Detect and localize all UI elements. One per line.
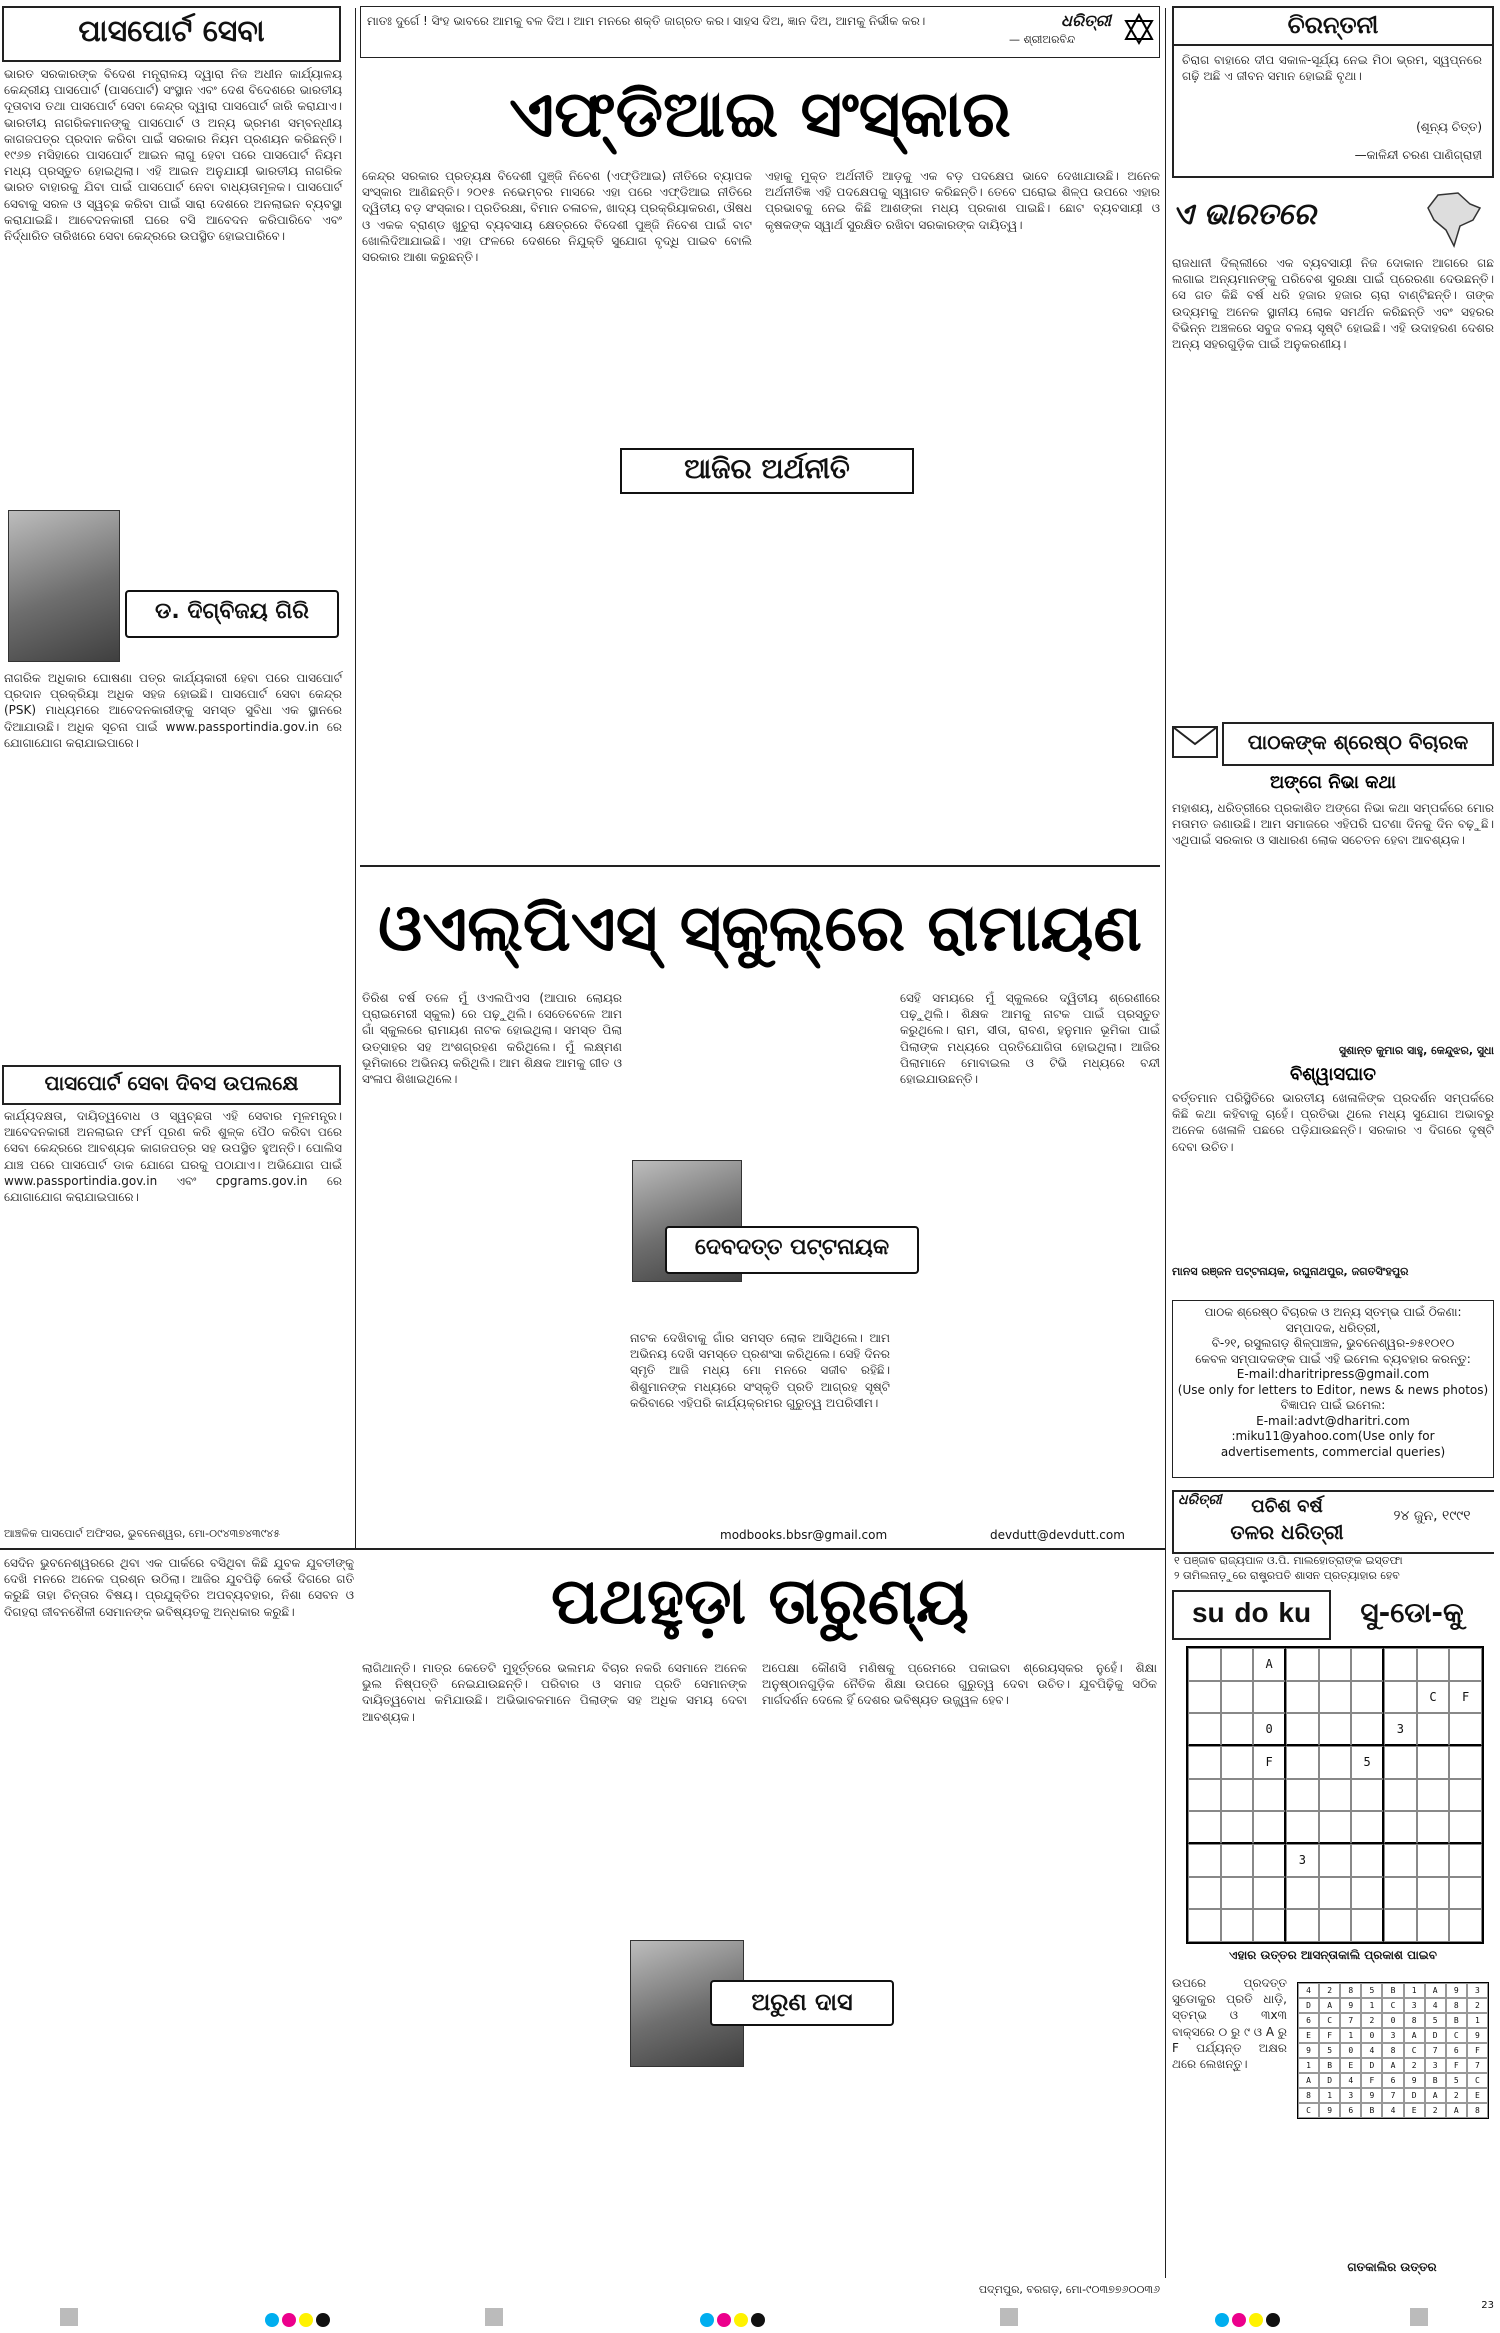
sudoku-cell[interactable] bbox=[1417, 1779, 1450, 1812]
sudoku-cell[interactable] bbox=[1384, 1681, 1417, 1714]
author-photo bbox=[8, 510, 120, 662]
sudoku-cell[interactable] bbox=[1351, 1779, 1384, 1812]
solution-cell: A bbox=[1425, 2088, 1446, 2103]
sudoku-grid[interactable] bbox=[1186, 1646, 1484, 1944]
footer-gray-block bbox=[60, 2308, 78, 2326]
solution-cell: 4 bbox=[1298, 1983, 1319, 1998]
sudoku-cell[interactable]: F bbox=[1449, 1681, 1482, 1714]
solution-cell: 7 bbox=[1467, 2058, 1488, 2073]
contact-line1: ପାଠକ ଶ୍ରେଷ୍ଠ ବିଚାରକ ଓ ଅନ୍ୟ ସ୍ତମ୍ଭ ପାଇଁ ଠିକଣା: bbox=[1204, 1305, 1462, 1319]
contact-line3: ବି-୨୧, ରସୁଲଗଡ଼ ଶିଳ୍ପାଞ୍ଚଳ, ଭୁବନେଶ୍ୱର-୭୫୧୦୧୦ bbox=[1211, 1336, 1455, 1350]
solution-cell: F bbox=[1467, 2043, 1488, 2058]
sudoku-cell[interactable] bbox=[1221, 1681, 1254, 1714]
sudoku-cell[interactable] bbox=[1319, 1877, 1352, 1910]
ebharat-body: ରାଜଧାନୀ ଦିଲ୍ଲୀରେ ଏକ ବ୍ୟବସାୟୀ ନିଜ ଦୋକାନ ଆଗରେ ଗଛ ଲଗାଇ ଅନ୍ୟମାନଙ୍କୁ ପରିବେଶ ସୁରକ୍ଷା ପାଇଁ ପ୍ରେରଣା ଦେଉଛନ୍ତି। ସେ ଗତ କିଛି ବର୍ଷ ଧରି ହଜାର ହଜାର ଚାରା ବାଣ୍ଟିଛନ୍ତି। ତାଙ୍କ ଉଦ୍ୟମକୁ ଅନେକ ସ୍ଥାନୀୟ ଲୋକ ସମର୍ଥନ କରିଛନ୍ତି ଏବଂ ସହରର ବିଭିନ୍ନ ଅଞ୍ଚଳରେ ସବୁଜ ବଳୟ ସୃଷ୍ଟି ହୋଇଛି। ଏହି ଉଦାହରଣ ଦେଶର ଅନ୍ୟ ସହରଗୁଡ଼ିକ ପାଇଁ ଅନୁକରଣୀୟ। bbox=[1172, 256, 1494, 352]
solution-cell: 7 bbox=[1340, 2013, 1361, 2028]
solution-cell: 9 bbox=[1404, 2073, 1425, 2088]
sudoku-cell[interactable] bbox=[1319, 1844, 1352, 1877]
footer-gray-block bbox=[1410, 2308, 1428, 2326]
contact-line4: କେବଳ ସମ୍ପାଦକଙ୍କ ପାଇଁ ଏହି ଇମେଲ ବ୍ୟବହାର କରନ୍ତୁ: bbox=[1195, 1351, 1471, 1366]
left-column bbox=[0, 0, 350, 1545]
sudoku-section bbox=[1172, 1590, 1494, 2280]
solution-cell: 9 bbox=[1319, 2103, 1340, 2118]
solution-cell: 5 bbox=[1319, 2043, 1340, 2058]
solution-cell: 8 bbox=[1446, 1998, 1467, 2013]
solution-cell: A bbox=[1382, 2058, 1403, 2073]
sudoku-cell[interactable] bbox=[1417, 1746, 1450, 1779]
sudoku-cell[interactable] bbox=[1319, 1909, 1352, 1942]
solution-cell: D bbox=[1425, 2028, 1446, 2043]
sudoku-cell[interactable] bbox=[1319, 1779, 1352, 1812]
solution-cell: 8 bbox=[1382, 2043, 1403, 2058]
left-body-bottom: ନାଗରିକ ଅଧିକାର ଘୋଷଣା ପତ୍ର କାର୍ଯ୍ୟକାରୀ ହେବା ପରେ ପାସପୋର୍ଟ ପ୍ରଦାନ ପ୍ରକ୍ରିୟା ଅଧିକ ସହଜ ହୋଇଛି। ପାସପୋର୍ଟ ସେବା କେନ୍ଦ୍ର (PSK) ମାଧ୍ୟମରେ ଆବେଦନକାରୀଙ୍କୁ ସମସ୍ତ ସୁବିଧା ଏକ ସ୍ଥାନରେ ଦିଆଯାଉଛି। ଅଧିକ ସୂଚନା ପାଇଁ www.passportindia.gov.in ରେ ଯୋଗାଯୋଗ କରାଯାଇପାରେ। bbox=[4, 671, 342, 750]
sudoku-cell[interactable] bbox=[1384, 1811, 1417, 1844]
contact-email1-note: (Use only for letters to Editor, news & news photos) bbox=[1177, 1382, 1489, 1397]
solution-cell: 4 bbox=[1361, 2043, 1382, 2058]
solution-cell: 0 bbox=[1382, 2013, 1403, 2028]
sudoku-cell[interactable] bbox=[1253, 1877, 1286, 1910]
sudoku-cell[interactable] bbox=[1319, 1713, 1352, 1746]
sudoku-title-or: ସୁ-ଡୋ-କୁ bbox=[1360, 1596, 1464, 1629]
sudoku-cell[interactable] bbox=[1253, 1681, 1286, 1714]
solution-cell: 8 bbox=[1404, 2013, 1425, 2028]
youth-credit: ପଦ୍ମପୁର, ବରଗଡ଼, ମୋ-୯୦୩୭୭୬୦୦୩୬ bbox=[978, 2283, 1160, 2296]
ramayan-author-name: ଦେବଦତ୍ତ ପଟ୍ଟନାୟକ bbox=[665, 1226, 919, 1274]
masthead-quote-author: — ଶ୍ରୀଅରବିନ୍ଦ bbox=[1009, 33, 1076, 46]
sudoku-cell[interactable] bbox=[1188, 1811, 1221, 1844]
chirantani-box bbox=[1172, 6, 1494, 178]
contact-email2: E-mail:advt@dharitri.com bbox=[1256, 1413, 1410, 1428]
solution-cell: A bbox=[1319, 1998, 1340, 2013]
sudoku-cell[interactable] bbox=[1449, 1844, 1482, 1877]
sudoku-footnote: ଏହାର ଉତ୍ତର ଆସନ୍ତାକାଲି ପ୍ରକାଶ ପାଇବ bbox=[1229, 1948, 1437, 1962]
solution-cell: 2 bbox=[1467, 1998, 1488, 2013]
solution-cell: 6 bbox=[1382, 2073, 1403, 2088]
sudoku-cell[interactable] bbox=[1188, 1746, 1221, 1779]
sudoku-cell[interactable]: 3 bbox=[1286, 1844, 1319, 1877]
youth-col2: ଲାଗିଥାନ୍ତି। ମାତ୍ର କେତେଟି ମୁହୂର୍ତ୍ତରେ ଭଲମନ୍ଦ ବିଚାର ନକରି ସେମାନେ ଅନେକ ଭୁଲ ନିଷ୍ପତ୍ତି ନେଇଯାଉଛନ୍ତି। ପରିବାର ଓ ସମାଜ ପ୍ରତି ସେମାନଙ୍କ ଦାୟିତ୍ୱବୋଧ କମିଯାଉଛି। ଅଭିଭାବକମାନେ ପିଲାଙ୍କ ସହ ଅଧିକ ସମୟ ଦେବା ଆବଶ୍ୟକ। bbox=[362, 1661, 747, 1724]
footer-strip bbox=[0, 2300, 1500, 2333]
sudoku-cell[interactable] bbox=[1449, 1811, 1482, 1844]
solution-cell: 1 bbox=[1404, 1983, 1425, 1998]
left-subtitle: ପାସପୋର୍ଟ ସେବା ଦିବସ ଉପଲକ୍ଷେ bbox=[2, 1065, 341, 1105]
solution-cell: 3 bbox=[1382, 2028, 1403, 2043]
anniversary-box bbox=[1172, 1490, 1494, 1585]
sudoku-cell[interactable]: C bbox=[1417, 1681, 1450, 1714]
star-emblem-icon bbox=[1123, 13, 1155, 45]
solution-cell: 8 bbox=[1298, 2088, 1319, 2103]
sudoku-cell[interactable] bbox=[1286, 1877, 1319, 1910]
sudoku-cell[interactable] bbox=[1384, 1648, 1417, 1681]
solution-cell: C bbox=[1446, 2028, 1467, 2043]
footer-gray-block bbox=[1000, 2308, 1018, 2326]
solution-cell: C bbox=[1382, 1998, 1403, 2013]
sudoku-cell[interactable] bbox=[1286, 1713, 1319, 1746]
sudoku-cell[interactable] bbox=[1286, 1779, 1319, 1812]
solution-cell: F bbox=[1361, 2073, 1382, 2088]
sudoku-cell[interactable] bbox=[1417, 1713, 1450, 1746]
anniversary-item1: ୧ ପଞ୍ଜାବ ରାଜ୍ୟପାଳ ଓ.ପି. ମାଲହୋତ୍ରାଙ୍କ ଇସ୍ତଫା bbox=[1174, 1554, 1403, 1567]
sudoku-solution-grid bbox=[1297, 1982, 1489, 2119]
anniversary-title2: ତଳର ଧରିତ୍ରୀ bbox=[1230, 1520, 1344, 1544]
solution-cell: A bbox=[1425, 1983, 1446, 1998]
sudoku-cell[interactable]: 5 bbox=[1351, 1746, 1384, 1779]
masthead-strip bbox=[360, 6, 1160, 58]
solution-cell: 5 bbox=[1446, 2073, 1467, 2088]
solution-cell: 5 bbox=[1361, 1983, 1382, 1998]
letters-subtitle2: ବିଶ୍ୱାସଘାତ bbox=[1290, 1064, 1376, 1085]
sudoku-answer-label: ଗତକାଲିର ଉତ୍ତର bbox=[1347, 2260, 1437, 2274]
page-number: 23 bbox=[1481, 2300, 1494, 2311]
solution-cell: 8 bbox=[1467, 2103, 1488, 2118]
sudoku-cell[interactable] bbox=[1417, 1909, 1450, 1942]
solution-cell: 0 bbox=[1361, 2028, 1382, 2043]
solution-cell: 1 bbox=[1467, 2013, 1488, 2028]
sudoku-instructions: ଉପରେ ପ୍ରଦତ୍ତ ସୁଡୋକୁର ପ୍ରତି ଧାଡ଼ି, ସ୍ତମ୍ଭ ଓ ୩x୩ ବାକ୍ସରେ ୦ ରୁ ୯ ଓ A ରୁ F ପର୍ଯ୍ୟନ୍ତ ଅକ୍ଷର ଥରେ ଲେଖନ୍ତୁ। bbox=[1172, 1976, 1287, 2072]
sudoku-cell[interactable] bbox=[1449, 1648, 1482, 1681]
solution-cell: E bbox=[1404, 2103, 1425, 2118]
solution-cell: B bbox=[1382, 1983, 1403, 1998]
sudoku-cell[interactable] bbox=[1417, 1877, 1450, 1910]
solution-cell: 2 bbox=[1446, 2088, 1467, 2103]
solution-cell: C bbox=[1404, 2043, 1425, 2058]
left-author-name: ଡ. ଦିଗ୍ବିଜୟ ଗିରି bbox=[125, 590, 339, 638]
sudoku-cell[interactable] bbox=[1449, 1746, 1482, 1779]
solution-cell: 9 bbox=[1340, 1998, 1361, 2013]
sudoku-cell[interactable] bbox=[1384, 1779, 1417, 1812]
sudoku-cell[interactable] bbox=[1286, 1909, 1319, 1942]
solution-cell: B bbox=[1425, 2073, 1446, 2088]
sudoku-cell[interactable] bbox=[1188, 1681, 1221, 1714]
sudoku-cell[interactable] bbox=[1253, 1844, 1286, 1877]
solution-cell: 9 bbox=[1361, 2088, 1382, 2103]
solution-cell: 7 bbox=[1425, 2043, 1446, 2058]
solution-cell: 5 bbox=[1425, 2013, 1446, 2028]
solution-cell: 9 bbox=[1298, 2043, 1319, 2058]
ramayan-col2: ନାଟକ ଦେଖିବାକୁ ଗାଁର ସମସ୍ତ ଲୋକ ଆସିଥିଲେ। ଆମ ଅଭିନୟ ଦେଖି ସମସ୍ତେ ପ୍ରଶଂସା କରିଥିଲେ। ସେହି ଦିନର ସ୍ମୃତି ଆଜି ମଧ୍ୟ ମୋ ମନରେ ସଜୀବ ରହିଛି। ଶିଶୁମାନଙ୍କ ମଧ୍ୟରେ ସଂସ୍କୃତି ପ୍ରତି ଆଗ୍ରହ ସୃଷ୍ଟି କରିବାରେ ଏହିପରି କାର୍ଯ୍ୟକ୍ରମର ଗୁରୁତ୍ୱ ଅପରିସୀମ। bbox=[630, 1331, 890, 1410]
contact-email3: :miku11@yahoo.com(Use only for bbox=[1231, 1429, 1435, 1443]
solution-cell: 8 bbox=[1340, 1983, 1361, 1998]
solution-cell: 9 bbox=[1446, 1983, 1467, 1998]
solution-cell: E bbox=[1340, 2058, 1361, 2073]
sudoku-cell[interactable] bbox=[1221, 1746, 1254, 1779]
letters-subtitle1: ଅଙ୍ଗେ ନିଭା କଥା bbox=[1269, 772, 1397, 793]
solution-cell: 1 bbox=[1340, 2028, 1361, 2043]
solution-cell: 4 bbox=[1425, 1998, 1446, 2013]
solution-cell: 2 bbox=[1425, 2103, 1446, 2118]
footer-gray-block bbox=[485, 2308, 503, 2326]
letters-body1: ମହାଶୟ, ଧରିତ୍ରୀରେ ପ୍ରକାଶିତ ଅଙ୍ଗେ ନିଭା କଥା ସମ୍ପର୍କରେ ମୋର ମତାମତ ଜଣାଉଛି। ଆମ ସମାଜରେ ଏହିପରି ଘଟଣା ଦିନକୁ ଦିନ ବଢ଼ୁଛି। ଏଥିପାଇଁ ସରକାର ଓ ସାଧାରଣ ଲୋକ ସଚେତନ ହେବା ଆବଶ୍ୟକ। bbox=[1172, 801, 1494, 848]
solution-cell: C bbox=[1319, 2013, 1340, 2028]
sudoku-cell[interactable] bbox=[1351, 1909, 1384, 1942]
chirantani-poem: ଚିରାଗ ବାହାରେ ଦୀପ ସକାଳ-ସୂର୍ଯ୍ୟ ନେଇ ମିଠା ଭ୍ରମ, ସ୍ୱପ୍ନରେ ଗଢ଼ି ଅଛି ଏ ଜୀବନ ସମାନ ହୋଇଛି ବୃଥା। bbox=[1182, 53, 1482, 84]
sudoku-cell[interactable] bbox=[1449, 1779, 1482, 1812]
editorial-col2: ଏହାକୁ ମୁକ୍ତ ଅର୍ଥନୀତି ଆଡ଼କୁ ଏକ ବଡ଼ ପଦକ୍ଷେପ ଭାବେ ଦେଖାଯାଉଛି। ଅନେକ ଅର୍ଥନୀତିଜ୍ଞ ଏହି ପଦକ୍ଷେପକୁ ସ୍ୱାଗତ କରିଛନ୍ତି। ତେବେ ଘରୋଇ ଶିଳ୍ପ ଉପରେ ଏହାର ପ୍ରଭାବକୁ ନେଇ କିଛି ଆଶଙ୍କା ମଧ୍ୟ ପ୍ରକାଶ ପାଇଛି। ଛୋଟ ବ୍ୟବସାୟୀ ଓ କୃଷକଙ୍କ ସ୍ୱାର୍ଥ ସୁରକ୍ଷିତ ରଖିବା ସରକାରଙ୍କ ଦାୟିତ୍ୱ। bbox=[765, 169, 1160, 232]
youth-col3: ଅପେକ୍ଷା କୌଣସି ମଣିଷକୁ ପ୍ରେମରେ ପକାଇବା ଶ୍ରେୟସ୍କର ନୁହେଁ। ଶିକ୍ଷା ଅନୁଷ୍ଠାନଗୁଡ଼ିକ ନୈତିକ ଶିକ୍ଷା ଉପରେ ଗୁରୁତ୍ୱ ଦେବା ଉଚିତ। ଯୁବପିଢ଼ିକୁ ସଠିକ ମାର୍ଗଦର୍ଶନ ଦେଲେ ହିଁ ଦେଶର ଭବିଷ୍ୟତ ଉଜ୍ଜ୍ୱଳ ହେବ। bbox=[762, 1661, 1157, 1708]
sudoku-cell[interactable] bbox=[1319, 1811, 1352, 1844]
solution-cell: 3 bbox=[1340, 2088, 1361, 2103]
solution-cell: 0 bbox=[1340, 2043, 1361, 2058]
sudoku-cell[interactable] bbox=[1384, 1909, 1417, 1942]
sudoku-cell[interactable] bbox=[1319, 1681, 1352, 1714]
anniversary-title1: ପଚିଶ ବର୍ଷ bbox=[1251, 1496, 1323, 1517]
sudoku-cell[interactable] bbox=[1221, 1909, 1254, 1942]
chirantani-author: —କାଳିନ୍ଦୀ ଚରଣ ପାଣିଗ୍ରାହୀ bbox=[1354, 148, 1482, 162]
solution-cell: 2 bbox=[1404, 2058, 1425, 2073]
sudoku-cell[interactable] bbox=[1351, 1844, 1384, 1877]
sudoku-cell[interactable] bbox=[1351, 1713, 1384, 1746]
footer-reg-marks bbox=[1215, 2309, 1283, 2328]
solution-cell: 1 bbox=[1298, 2058, 1319, 2073]
sudoku-cell[interactable] bbox=[1253, 1779, 1286, 1812]
sudoku-cell[interactable] bbox=[1449, 1909, 1482, 1942]
sudoku-cell[interactable] bbox=[1188, 1648, 1221, 1681]
solution-cell: B bbox=[1361, 2103, 1382, 2118]
sudoku-cell[interactable] bbox=[1449, 1713, 1482, 1746]
india-map-icon bbox=[1418, 190, 1488, 250]
sudoku-title-en: su do ku bbox=[1172, 1590, 1331, 1640]
editorial-section-label: ଆଜିର ଅର୍ଥନୀତି bbox=[620, 448, 914, 494]
sudoku-cell[interactable] bbox=[1384, 1844, 1417, 1877]
sudoku-cell[interactable]: 3 bbox=[1384, 1713, 1417, 1746]
contact-box bbox=[1172, 1300, 1494, 1478]
sudoku-cell[interactable] bbox=[1188, 1713, 1221, 1746]
editorial-title: ଏଫ୍‌ଡିଆଇ ସଂସ୍କାର bbox=[509, 78, 1011, 152]
sudoku-cell[interactable] bbox=[1188, 1779, 1221, 1812]
ramayan-title: ଓଏଲ୍‌ପିଏସ୍ ସ୍କୁଲ୍‌ରେ ରାମାୟଣ bbox=[378, 892, 1142, 966]
sudoku-cell[interactable] bbox=[1319, 1648, 1352, 1681]
solution-cell: 3 bbox=[1425, 2058, 1446, 2073]
sudoku-cell[interactable] bbox=[1384, 1877, 1417, 1910]
sudoku-cell[interactable] bbox=[1286, 1746, 1319, 1779]
ramayan-col3: ସେହି ସମୟରେ ମୁଁ ସ୍କୁଲରେ ଦ୍ୱିତୀୟ ଶ୍ରେଣୀରେ ପଢ଼ୁଥିଲି। ଶିକ୍ଷକ ଆମକୁ ନାଟକ ପାଇଁ ପ୍ରସ୍ତୁତ କରୁଥିଲେ। ରାମ, ସୀତା, ରାବଣ, ହନୁମାନ ଭୂମିକା ପାଇଁ ପିଲାଙ୍କ ମଧ୍ୟରେ ପ୍ରତିଯୋଗିତା ହୋଇଥିଲା। ଆଜିର ପିଲାମାନେ ମୋବାଇଲ ଓ ଟିଭି ମଧ୍ୟରେ ବନ୍ଦୀ ହୋଇଯାଉଛନ୍ତି। bbox=[900, 991, 1160, 1087]
letters-body2: ବର୍ତ୍ତମାନ ପରିସ୍ଥିତିରେ ଭାରତୀୟ ଖେଳାଳିଙ୍କ ପ୍ରଦର୍ଶନ ସମ୍ପର୍କରେ କିଛି କଥା କହିବାକୁ ଚାହେଁ। ପ୍ରତିଭା ଥିଲେ ମଧ୍ୟ ସୁଯୋଗ ଅଭାବରୁ ଅନେକ ଖେଳାଳି ପଛରେ ପଡ଼ିଯାଉଛନ୍ତି। ସରକାର ଏ ଦିଗରେ ଦୃଷ୍ଟି ଦେବା ଉଚିତ। bbox=[1172, 1091, 1494, 1154]
letters-signature1: ସୁଶାନ୍ତ କୁମାର ସାହୁ, କେନ୍ଦୁଝର, ସୁଧା bbox=[1338, 1044, 1494, 1057]
sudoku-cell[interactable] bbox=[1417, 1811, 1450, 1844]
left-body-top: ଭାରତ ସରକାରଙ୍କ ବିଦେଶ ମନ୍ତ୍ରାଳୟ ଦ୍ୱାରା ନିଜ ଅଧୀନ କାର୍ଯ୍ୟାଳୟ କେନ୍ଦ୍ରୀୟ ପାସପୋର୍ଟ (ପାସପୋର୍ଟ) ସଂସ୍ଥାନ ଏବଂ ଦେଶ ବିଦେଶରେ ଭାରତୀୟ ଦୂତାବାସ ତଥା ପାସପୋର୍ଟ ସେବା କେନ୍ଦ୍ର ଦ୍ୱାରା ପାସପୋର୍ଟ ଜାରି କରାଯାଏ। ଭାରତୀୟ ନାଗରିକମାନଙ୍କୁ ପାସପୋର୍ଟ ଓ ଅନ୍ୟ ଭ୍ରମଣ ସମ୍ବନ୍ଧୀୟ କାଗଜପତ୍ର ପ୍ରଦାନ କରିବା ପାଇଁ ସରକାର ନିୟମ ପ୍ରଣୟନ କରିଛନ୍ତି। ୧୯୬୭ ମସିହାରେ ପାସପୋର୍ଟ ଆଇନ ଲାଗୁ ହେବା ପରେ ପାସପୋର୍ଟ ନିୟମ ମଧ୍ୟ ପ୍ରସ୍ତୁତ ହୋଇଥିଲା। ଏହି ଆଇନ ଅନୁଯାୟୀ ଭାରତୀୟ ନାଗରିକ ଭାରତ ବାହାରକୁ ଯିବା ପାଇଁ ପାସପୋର୍ଟ ନେବା ବାଧ୍ୟତାମୂଳକ। ପାସପୋର୍ଟ ସେବାକୁ ସରଳ ଓ ସ୍ୱଚ୍ଛ କରିବା ପାଇଁ ସାରା ଦେଶରେ ଅନଲାଇନ ବ୍ୟବସ୍ଥା କରାଯାଇଛି। ଆବେଦନକାରୀ ଘରେ ବସି ଆବେଦନ କରିପାରିବେ ଏବଂ ନିର୍ଦ୍ଧାରିତ ତାରିଖରେ ସେବା କେନ୍ଦ୍ରରେ ଉପସ୍ଥିତ ହୋଇପାରିବେ। bbox=[4, 67, 342, 244]
sudoku-cell[interactable] bbox=[1286, 1648, 1319, 1681]
sudoku-cell[interactable] bbox=[1319, 1746, 1352, 1779]
solution-cell: A bbox=[1298, 2073, 1319, 2088]
solution-cell: 1 bbox=[1361, 1998, 1382, 2013]
left-column-title: ପାସପୋର୍ଟ ସେବା bbox=[2, 6, 341, 62]
solution-cell: C bbox=[1467, 2073, 1488, 2088]
solution-cell: A bbox=[1404, 2028, 1425, 2043]
sudoku-cell[interactable] bbox=[1221, 1877, 1254, 1910]
letters-section bbox=[1172, 722, 1494, 1287]
footer-reg-marks bbox=[265, 2309, 333, 2328]
anniversary-logo: ଧରିତ୍ରୀ bbox=[1178, 1492, 1222, 1508]
solution-cell: D bbox=[1298, 1998, 1319, 2013]
sudoku-cell[interactable] bbox=[1351, 1877, 1384, 1910]
ramayan-web: devdutt@devdutt.com bbox=[990, 1528, 1125, 1542]
sudoku-cell[interactable] bbox=[1449, 1877, 1482, 1910]
ebharat-section bbox=[1172, 190, 1494, 715]
sudoku-cell[interactable] bbox=[1351, 1648, 1384, 1681]
left-credit: ଆଞ୍ଚଳିକ ପାସପୋର୍ଟ ଅଫିସର, ଭୁବନେଶ୍ୱର, ମୋ-୦୯୪୩୭୪୩୯୪୫ bbox=[4, 1527, 281, 1540]
letters-signature2: ମାନସ ରଞ୍ଜନ ପଟ୍ଟନାୟକ, ରଘୁନାଥପୁର, ଜଗତସିଂହପୁର bbox=[1172, 1265, 1409, 1278]
sudoku-cell[interactable] bbox=[1188, 1909, 1221, 1942]
solution-cell: 6 bbox=[1340, 2103, 1361, 2118]
solution-cell: 6 bbox=[1298, 2013, 1319, 2028]
solution-cell: 9 bbox=[1467, 2028, 1488, 2043]
contact-email3-note: advertisements, commercial queries) bbox=[1220, 1444, 1446, 1459]
contact-line2: ସମ୍ପାଦକ, ଧରିତ୍ରୀ, bbox=[1285, 1320, 1381, 1335]
ramayan-col1: ତିରିଶ ବର୍ଷ ତଳେ ମୁଁ ଓଏଲପିଏସ (ଆପାର ଲୋୟର ପ୍ରାଇମେରୀ ସ୍କୁଲ) ରେ ପଢ଼ୁଥିଲି। ସେତେବେଳେ ଆମ ଗାଁ ସ୍କୁଲରେ ରାମାୟଣ ନାଟକ ହୋଇଥିଲା। ସମସ୍ତ ପିଲା ଉତ୍ସାହର ସହ ଅଂଶଗ୍ରହଣ କରିଥିଲେ। ମୁଁ ଲକ୍ଷ୍ମଣ ଭୂମିକାରେ ଅଭିନୟ କରିଥିଲି। ଆମ ଶିକ୍ଷକ ଆମକୁ ଗୀତ ଓ ସଂଳାପ ଶିଖାଇଥିଲେ। bbox=[362, 991, 622, 1087]
masthead-quote: ମାତଃ ଦୁର୍ଗେ ! ସିଂହ ଭାବରେ ଆମକୁ ବଳ ଦିଅ। ଆମ ମନରେ ଶକ୍ତି ଜାଗ୍ରତ କର। ସାହସ ଦିଅ, ଜ୍ଞାନ ଦିଅ, ଆମକୁ ନିର୍ଭୀକ କର। bbox=[367, 14, 926, 28]
sudoku-cell[interactable] bbox=[1188, 1877, 1221, 1910]
sudoku-cell[interactable]: A bbox=[1253, 1648, 1286, 1681]
chirantani-title: ଚିରନ୍ତନୀ bbox=[1174, 8, 1492, 46]
solution-cell: 3 bbox=[1467, 1983, 1488, 1998]
letters-title: ପାଠକଙ୍କ ଶ୍ରେଷ୍ଠ ବିଚାରକ bbox=[1222, 722, 1494, 766]
sudoku-cell[interactable] bbox=[1286, 1681, 1319, 1714]
sudoku-cell[interactable] bbox=[1188, 1844, 1221, 1877]
sudoku-cell[interactable] bbox=[1221, 1648, 1254, 1681]
solution-cell: 3 bbox=[1404, 1998, 1425, 2013]
ramayan-email: modbooks.bbsr@gmail.com bbox=[720, 1528, 888, 1542]
sudoku-cell[interactable] bbox=[1384, 1746, 1417, 1779]
solution-cell: F bbox=[1319, 2028, 1340, 2043]
solution-cell: C bbox=[1298, 2103, 1319, 2118]
sudoku-cell[interactable] bbox=[1253, 1909, 1286, 1942]
youth-author-name: ଅରୁଣ ଦାସ bbox=[710, 1980, 894, 2026]
masthead-logo: ଧରିତ୍ରୀ bbox=[1061, 11, 1111, 30]
anniversary-item2: ୨ ତାମିଲନାଡ଼ୁରେ ରାଷ୍ଟ୍ରପତି ଶାସନ ପ୍ରତ୍ୟାହାର ହେବ bbox=[1174, 1569, 1400, 1582]
sudoku-cell[interactable] bbox=[1221, 1844, 1254, 1877]
youth-title: ପଥହୁଡ଼ା ତାରୁଣ୍ୟ bbox=[551, 1565, 969, 1639]
chirantani-source: (ଶୂନ୍ୟ ଚିତ୍ତ) bbox=[1416, 120, 1482, 134]
sudoku-cell[interactable] bbox=[1417, 1844, 1450, 1877]
solution-cell: D bbox=[1319, 2073, 1340, 2088]
youth-col1: ସେଦିନ ଭୁବନେଶ୍ୱରରେ ଥିବା ଏକ ପାର୍କରେ ବସିଥିବା କିଛି ଯୁବକ ଯୁବତୀଙ୍କୁ ଦେଖି ମନରେ ଅନେକ ପ୍ରଶ୍ନ ଉଠିଲା। ଆଜିର ଯୁବପିଢ଼ି କେଉଁ ଦିଗରେ ଗତି କରୁଛି ତାହା ଚିନ୍ତାର ବିଷୟ। ପ୍ରଯୁକ୍ତିର ଅପବ୍ୟବହାର, ନିଶା ସେବନ ଓ ଦିଗହରା ଜୀବନଶୈଳୀ ସେମାନଙ୍କ ଭବିଷ୍ୟତକୁ ଅନ୍ଧକାର କରୁଛି। bbox=[4, 1556, 354, 1619]
sudoku-cell[interactable] bbox=[1351, 1681, 1384, 1714]
sudoku-cell[interactable] bbox=[1351, 1811, 1384, 1844]
solution-cell: E bbox=[1298, 2028, 1319, 2043]
left-body-tail: କାର୍ଯ୍ୟଦକ୍ଷତା, ଦାୟିତ୍ୱବୋଧ ଓ ସ୍ୱଚ୍ଛତା ଏହି ସେବାର ମୂଳମନ୍ତ୍ର। ଆବେଦନକାରୀ ଅନଲାଇନ ଫର୍ମ ପୂରଣ କରି ଶୁଳ୍କ ପୈଠ କରିବା ପରେ ସେବା କେନ୍ଦ୍ରରେ ଆବଶ୍ୟକ କାଗଜପତ୍ର ସହ ଉପସ୍ଥିତ ହୁଅନ୍ତି। ପୋଲିସ ଯାଞ୍ଚ ପରେ ପାସପୋର୍ଟ ଡାକ ଯୋଗେ ଘରକୁ ପଠାଯାଏ। ଅଭିଯୋଗ ପାଇଁ www.passportindia.gov.in ଏବଂ cpgrams.gov.in ରେ ଯୋଗାଯୋଗ କରାଯାଇପାରେ। bbox=[4, 1109, 342, 1205]
envelope-icon bbox=[1172, 726, 1218, 758]
contact-line5: ବିଜ୍ଞାପନ ପାଇଁ ଇମେଲ: bbox=[1280, 1398, 1386, 1412]
solution-cell: 1 bbox=[1319, 2088, 1340, 2103]
solution-cell: D bbox=[1361, 2058, 1382, 2073]
solution-cell: 4 bbox=[1340, 2073, 1361, 2088]
editorial-col1: କେନ୍ଦ୍ର ସରକାର ପ୍ରତ୍ୟକ୍ଷ ବିଦେଶୀ ପୁଞ୍ଜି ନିବେଶ (ଏଫ୍‌ଡିଆଇ) ନୀତିରେ ବ୍ୟାପକ ସଂସ୍କାର ଆଣିଛନ୍ତି। ୨୦୧୫ ନଭେମ୍ବର ମାସରେ ଏହା ପରେ ଏଫ୍‌ଡିଆଇ ନୀତିରେ ଦ୍ୱିତୀୟ ବଡ଼ ସଂସ୍କାର। ପ୍ରତିରକ୍ଷା, ବିମାନ ଚଳାଚଳ, ଖାଦ୍ୟ ପ୍ରକ୍ରିୟାକରଣ, ଔଷଧ ଓ ଏକକ ବ୍ରାଣ୍ଡ ଖୁଚୁରା ବ୍ୟବସାୟ କ୍ଷେତ୍ରରେ ବିଦେଶୀ ପୁଞ୍ଜି ନିବେଶ ପାଇଁ ବାଟ ଖୋଲିଦିଆଯାଇଛି। ଏହା ଫଳରେ ଦେଶରେ ନିଯୁକ୍ତି ସୁଯୋଗ ବୃଦ୍ଧି ପାଇବ ବୋଲି ସରକାର ଆଶା କରୁଛନ୍ତି। bbox=[362, 169, 752, 265]
solution-cell: B bbox=[1446, 2013, 1467, 2028]
solution-cell: F bbox=[1446, 2058, 1467, 2073]
solution-cell: 7 bbox=[1382, 2088, 1403, 2103]
solution-cell: B bbox=[1319, 2058, 1340, 2073]
solution-cell: 4 bbox=[1382, 2103, 1403, 2118]
sudoku-cell[interactable] bbox=[1221, 1811, 1254, 1844]
sudoku-cell[interactable] bbox=[1253, 1811, 1286, 1844]
sudoku-cell[interactable] bbox=[1417, 1648, 1450, 1681]
sudoku-cell[interactable]: 0 bbox=[1253, 1713, 1286, 1746]
sudoku-cell[interactable] bbox=[1221, 1713, 1254, 1746]
sudoku-cell[interactable] bbox=[1221, 1779, 1254, 1812]
solution-cell: 2 bbox=[1319, 1983, 1340, 1998]
solution-cell: E bbox=[1467, 2088, 1488, 2103]
solution-cell: D bbox=[1404, 2088, 1425, 2103]
solution-cell: 2 bbox=[1361, 2013, 1382, 2028]
anniversary-date: ୨୪ ଜୁନ, ୧୯୯୧ bbox=[1393, 1508, 1471, 1524]
solution-cell: 6 bbox=[1446, 2043, 1467, 2058]
solution-cell: A bbox=[1446, 2103, 1467, 2118]
sudoku-cell[interactable]: F bbox=[1253, 1746, 1286, 1779]
footer-reg-marks bbox=[700, 2309, 768, 2328]
ebharat-title: ଏ ଭାରତରେ bbox=[1172, 197, 1316, 232]
sudoku-cell[interactable] bbox=[1286, 1811, 1319, 1844]
contact-email1: E-mail:dharitripress@gmail.com bbox=[1236, 1367, 1430, 1381]
